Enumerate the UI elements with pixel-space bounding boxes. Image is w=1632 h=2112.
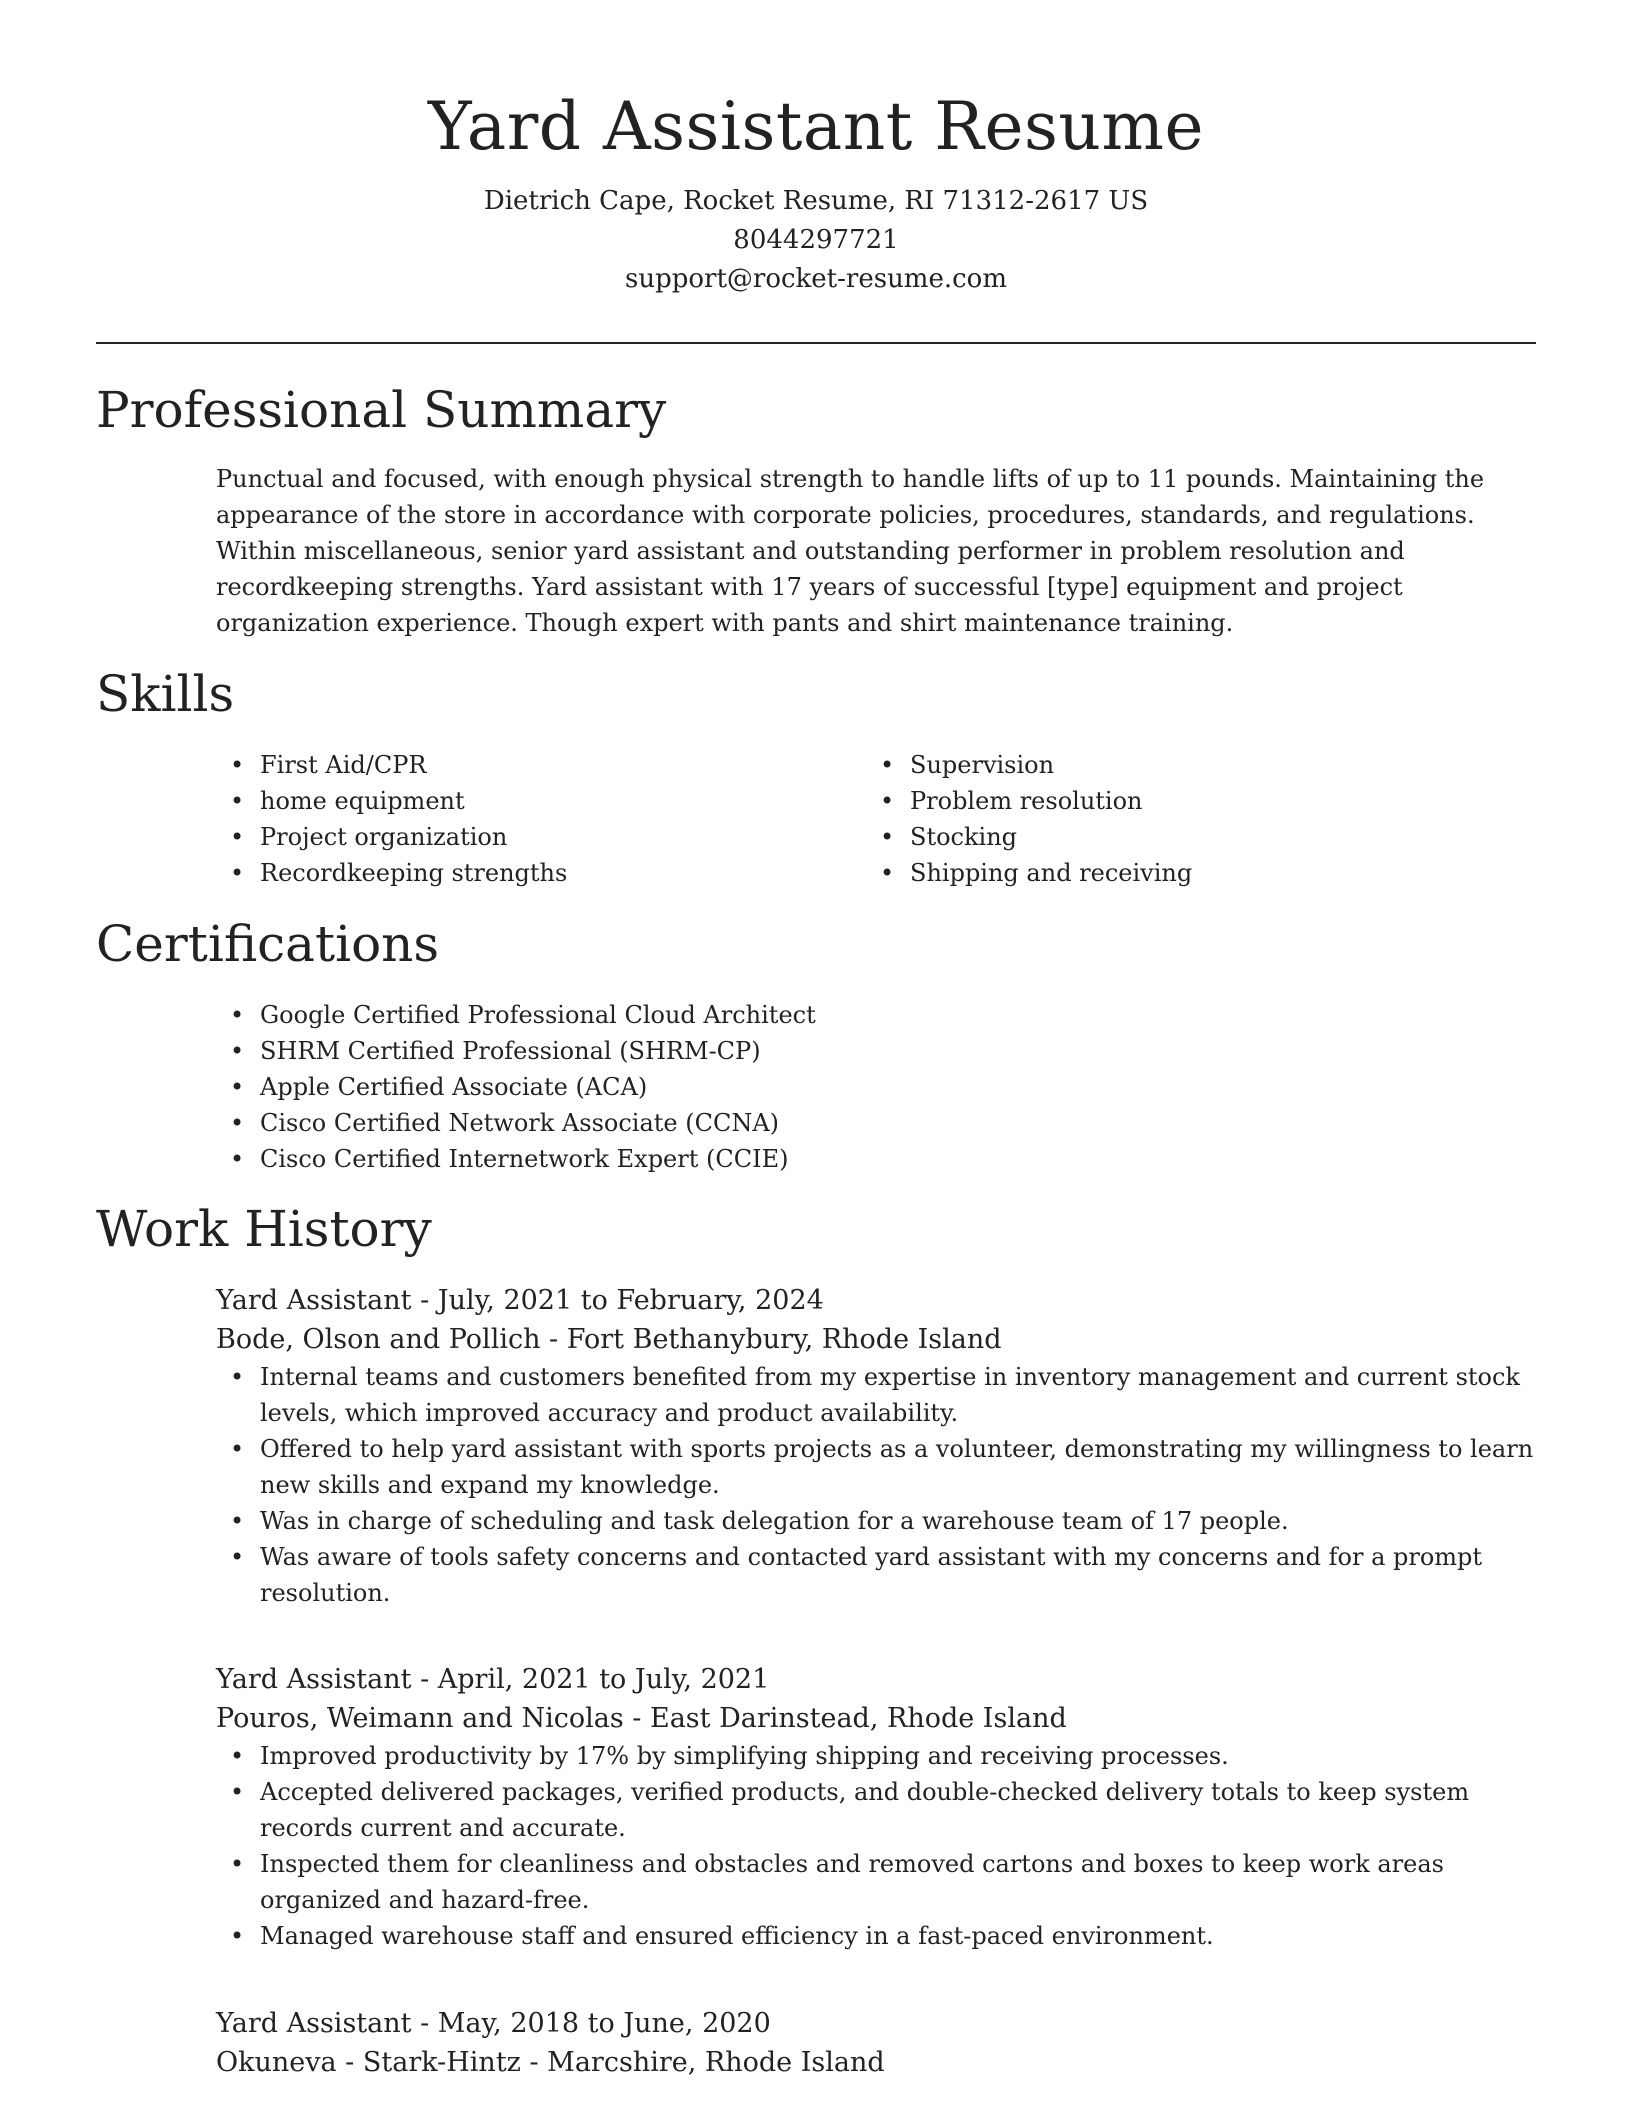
resume-header [0, 82, 1632, 299]
bullet-icon: • [230, 751, 245, 779]
certifications-list [216, 997, 1516, 1177]
bullet-icon: • [230, 1363, 245, 1391]
skills-list-right [866, 747, 1466, 891]
list-item: • Improved productivity by 17% by simplifying shipping and receiving processes. [216, 1738, 1536, 1774]
skills-list-left [216, 747, 816, 891]
list-item: • Internal teams and customers benefited from my expertise in inventory management and current stock levels, which improved accuracy and product availability. [216, 1359, 1536, 1431]
list-item: • Was in charge of scheduling and task delegation for a warehouse team of 17 people. [216, 1503, 1536, 1539]
contact-address: Dietrich Cape, Rocket Resume, RI 71312-2617 US [483, 186, 1149, 216]
list-item: • Google Certified Professional Cloud Architect [216, 997, 1516, 1033]
list-item: • Supervision [866, 747, 1466, 783]
bullet-icon: • [230, 1850, 245, 1878]
bullet-icon: • [230, 1507, 245, 1535]
list-item: • SHRM Certified Professional (SHRM-CP) [216, 1033, 1516, 1069]
job-company-line: Pouros, Weimann and Nicolas - East Darinstead, Rhode Island [216, 1703, 1067, 1734]
list-item: • Cisco Certified Network Associate (CCNA) [216, 1105, 1516, 1141]
bullet-icon: • [230, 1435, 245, 1463]
job-entry [216, 2004, 1536, 2082]
bullet-icon: • [230, 1145, 245, 1173]
list-item: • Project organization [216, 819, 816, 855]
list-item: • Apple Certified Associate (ACA) [216, 1069, 1516, 1105]
contact-block [0, 182, 1632, 299]
contact-phone: 8044297721 [733, 225, 899, 255]
list-item: • Inspected them for cleanliness and obstacles and removed cartons and boxes to keep work areas organized and hazard-free. [216, 1846, 1536, 1918]
job-title-line: Yard Assistant - May, 2018 to June, 2020 [216, 2008, 771, 2039]
contact-email: support@rocket-resume.com [624, 264, 1007, 294]
list-item: • Problem resolution [866, 783, 1466, 819]
bullet-icon: • [880, 751, 895, 779]
work-history-heading: Work History [96, 1200, 432, 1258]
job-title-line: Yard Assistant - July, 2021 to February, 2024 [216, 1285, 824, 1316]
job-bullets [216, 1738, 1536, 1954]
list-item: • Was aware of tools safety concerns and contacted yard assistant with my concerns and for a prompt resolution. [216, 1539, 1536, 1611]
list-item: • Offered to help yard assistant with sports projects as a volunteer, demonstrating my willingness to learn new skills and expand my knowledge. [216, 1431, 1536, 1503]
job-company-line: Bode, Olson and Pollich - Fort Bethanybury, Rhode Island [216, 1324, 1002, 1355]
bullet-icon: • [230, 1778, 245, 1806]
job-company-line: Okuneva - Stark-Hintz - Marcshire, Rhode Island [216, 2047, 885, 2078]
list-item: • Cisco Certified Internetwork Expert (CCIE) [216, 1141, 1516, 1177]
certifications-heading: Certifications [96, 915, 440, 973]
job-entry [216, 1660, 1536, 1954]
bullet-icon: • [880, 787, 895, 815]
list-item: • First Aid/CPR [216, 747, 816, 783]
job-entry [216, 1281, 1536, 1611]
bullet-icon: • [230, 1922, 245, 1950]
job-title-line: Yard Assistant - April, 2021 to July, 2021 [216, 1664, 770, 1695]
list-item: • Shipping and receiving [866, 855, 1466, 891]
list-item: • Recordkeeping strengths [216, 855, 816, 891]
bullet-icon: • [230, 787, 245, 815]
bullet-icon: • [230, 1742, 245, 1770]
bullet-icon: • [230, 1073, 245, 1101]
bullet-icon: • [230, 859, 245, 887]
resume-title: Yard Assistant Resume [427, 88, 1205, 165]
summary-text: Punctual and focused, with enough physical strength to handle lifts of up to 11 pounds. Maintaining the appearance of the store in accordance with corporate policies, procedures, standards, and regulations. Within miscellaneous, senior yard assistant and outstanding performer in problem resolution and recordkeeping strengths. Yard assistant with 17 years of successful [type] equipment and project organization experience. Though expert with pants and shirt maintenance training. [216, 465, 1485, 637]
bullet-icon: • [230, 1001, 245, 1029]
bullet-icon: • [880, 823, 895, 851]
skills-heading: Skills [96, 665, 235, 723]
list-item: • home equipment [216, 783, 816, 819]
bullet-icon: • [230, 1109, 245, 1137]
summary-heading: Professional Summary [96, 381, 667, 439]
bullet-icon: • [880, 859, 895, 887]
list-item: • Stocking [866, 819, 1466, 855]
job-bullets [216, 1359, 1536, 1611]
list-item: • Managed warehouse staff and ensured efficiency in a fast-paced environment. [216, 1918, 1536, 1954]
bullet-icon: • [230, 823, 245, 851]
list-item: • Accepted delivered packages, verified products, and double-checked delivery totals to keep system records current and accurate. [216, 1774, 1536, 1846]
bullet-icon: • [230, 1037, 245, 1065]
bullet-icon: • [230, 1543, 245, 1571]
header-divider [96, 342, 1536, 344]
